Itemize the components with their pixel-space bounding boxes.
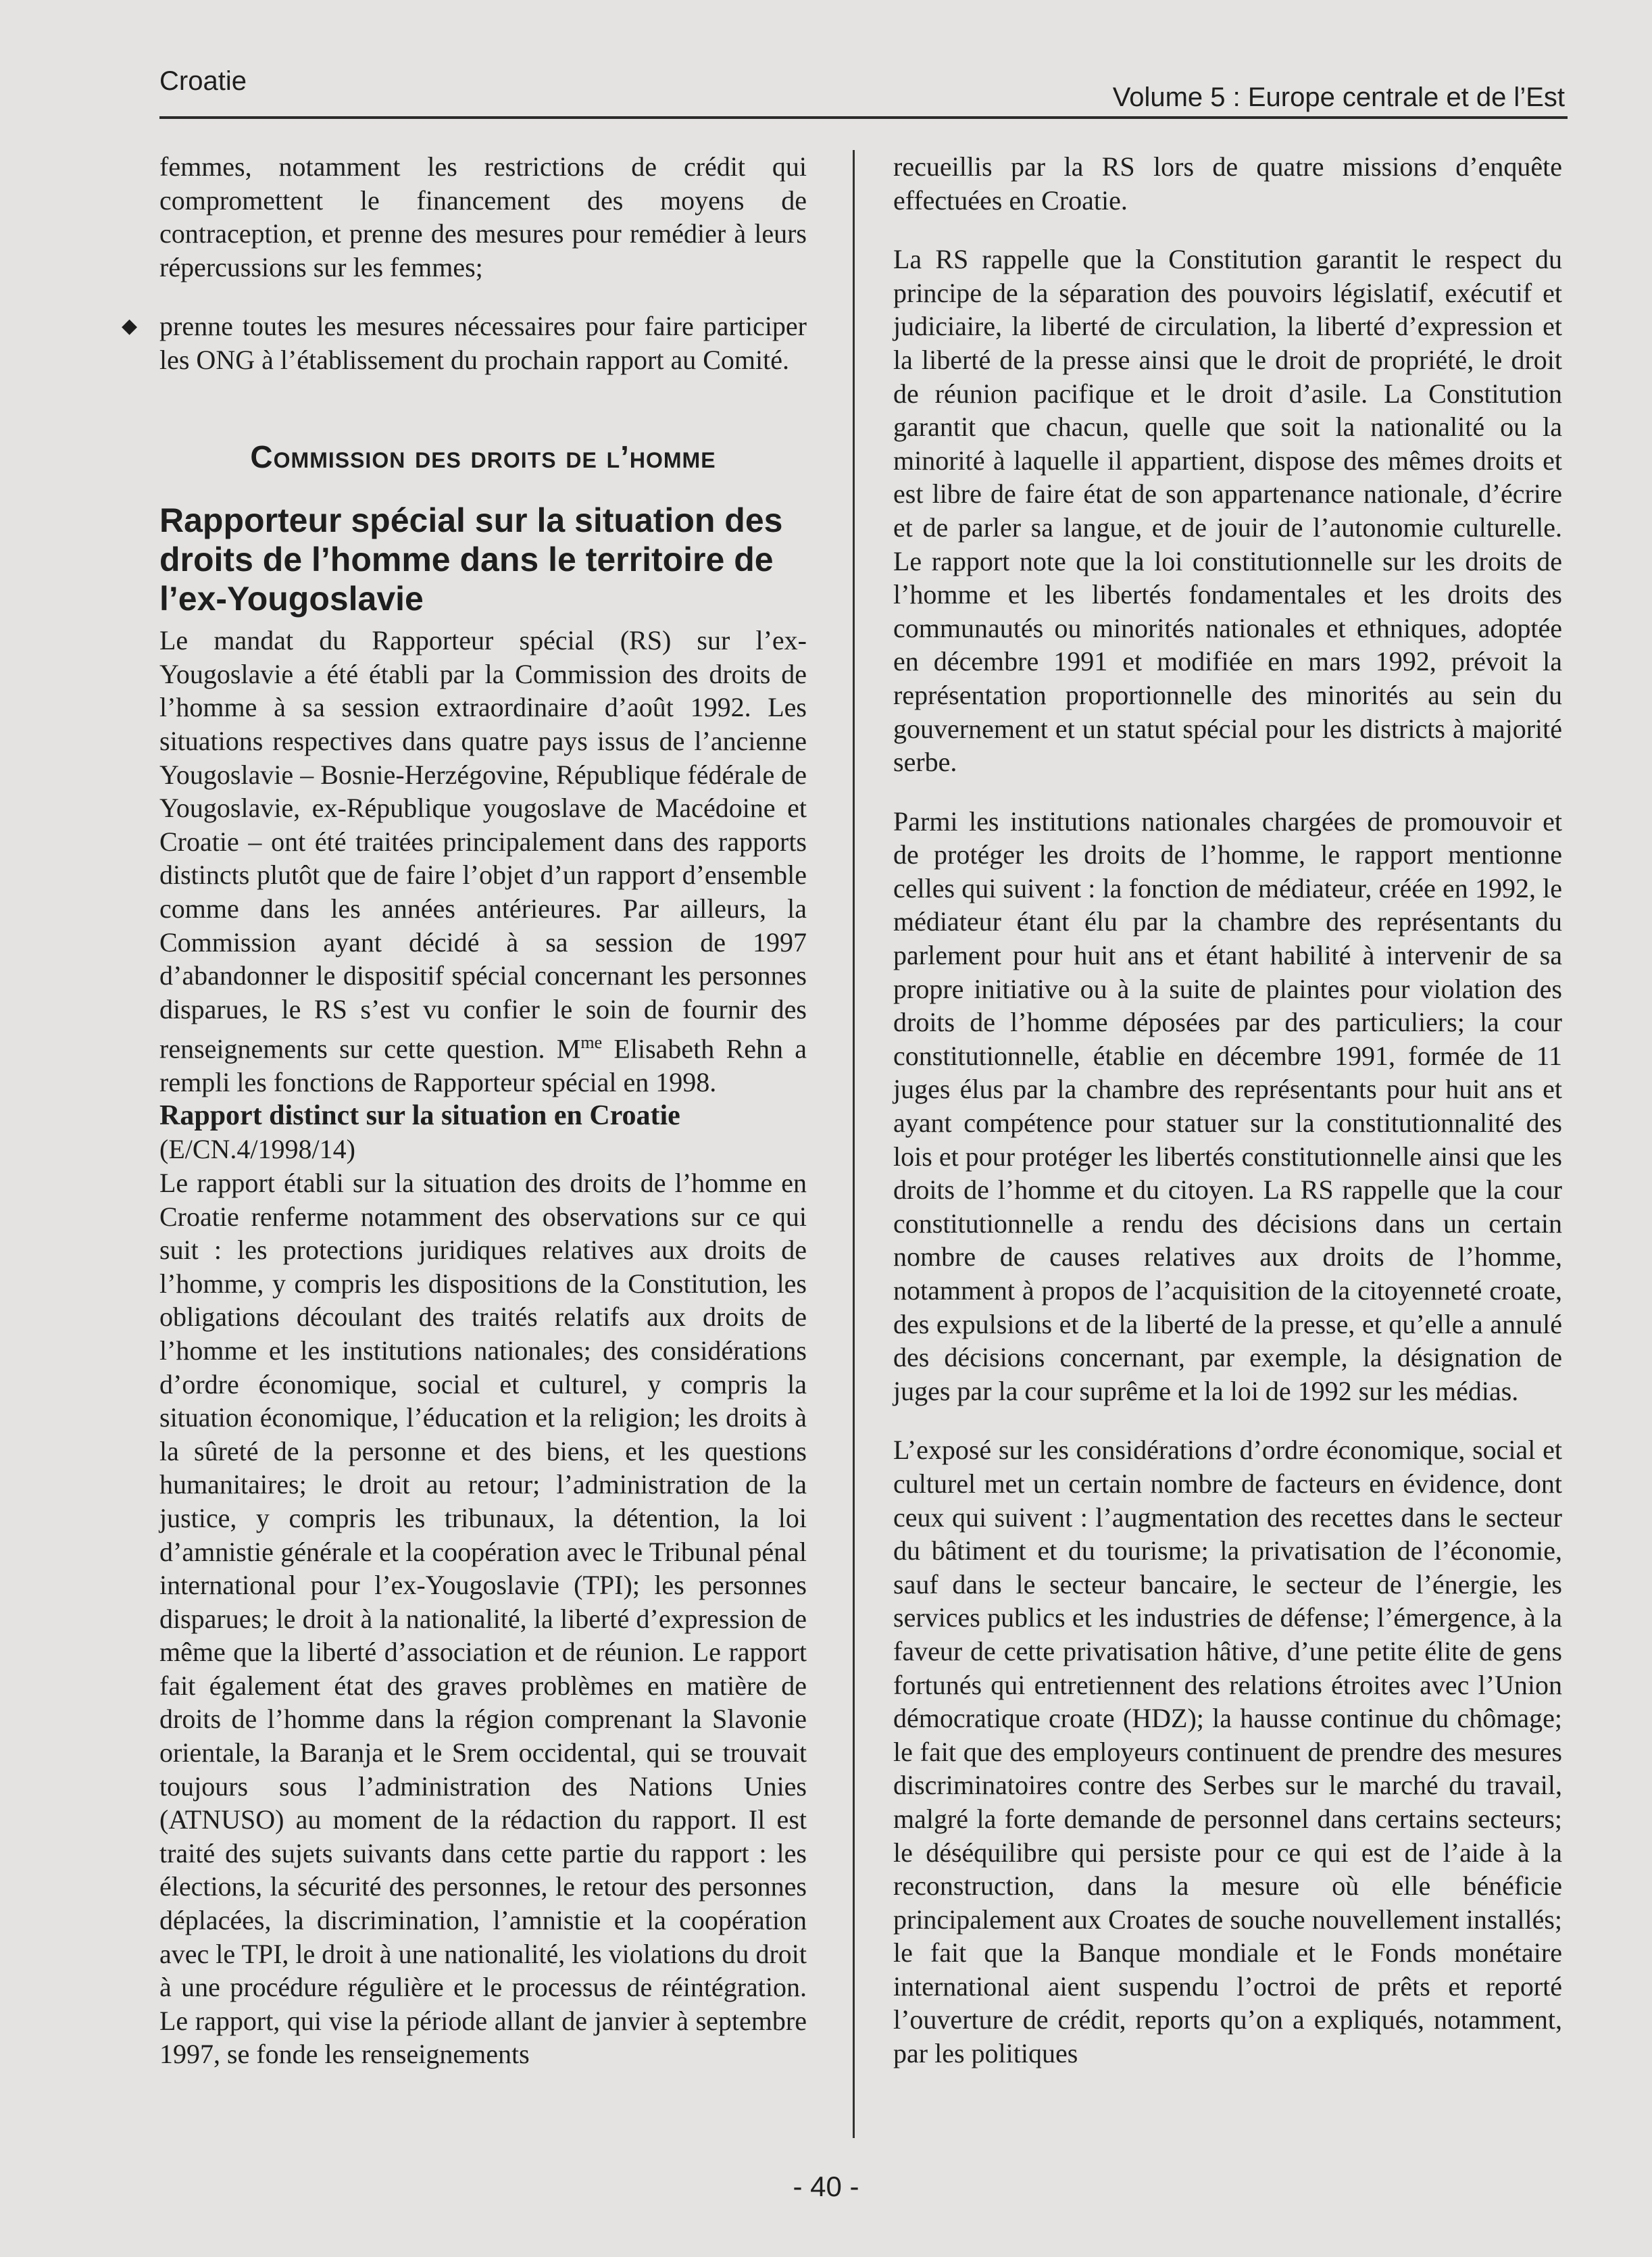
header-volume: Volume 5 : Europe centrale et de l’Est bbox=[1112, 82, 1565, 112]
right-paragraph-4: L’exposé sur les considérations d’ordre économique, social et culturel met un certain nombre de facteurs en évidence, dont ceux qui suivent : l’augmentation des recettes dans le secteur du bâtiment et du tourisme; la privatisation de l’économie, sauf dans le secteur bancaire, le secteur de l’énergie, les services publics et les industries de défense; l’émergence, à la faveur de cette privatisation hâtive, d’une petite élite de gens fortunés qui entretiennent des relations étroites avec l’Union démocratique croate (HDZ); la hausse continue du chômage; le fait que des employeurs continuent de prendre des mesures discriminatoires contre des Serbes sur le marché du travail, malgré la forte demande de personnel dans certains secteurs; le déséquilibre qui persiste pour ce qui est de l’aide à la reconstruction, dans la mesure où elle bénéficie principalement aux Croates de souche nouvellement installés; le fait que la Banque mondiale et le Fonds monétaire international aient suspendu l’octroi de prêts et reporté l’ouverture de crédit, reports qu’on a expliqués, notamment, par les politiques bbox=[893, 1435, 1562, 2069]
spacer bbox=[159, 284, 807, 309]
column-divider bbox=[853, 150, 855, 2138]
right-paragraph-3: Parmi les institutions nationales chargées de promouvoir et de protéger les droits de l’homme, le rapport mentionne celles qui suivent : la fonction de médiateur, créée en 1992, le médiateur étant élu par la chambre des représentants du parlement pour huit ans et étant habilité à intervenir de sa propre initiative ou à la suite de plaintes pour violation des droits de l’homme déposées par des particuliers; la cour constitutionnelle, établie en décembre 1991, formée de 11 juges élus par la chambre des représentants pour huit ans et ayant compétence pour statuer sur la constitutionnalité des lois et pour protéger les libertés constitutionnelle ainsi que les droits de l’homme et du citoyen. La RS rappelle que la cour constitutionnelle a rendu des décisions dans un certain nombre de causes relatives aux droits de l’homme, notamment à propos de l’acquisition de la citoyenneté croate, des expulsions et de la liberté de la presse, et qu’elle a annulé des décisions concernant, par exemple, la désignation de juges par la cour suprême et la loi de 1992 sur les médias. bbox=[893, 805, 1562, 1406]
report-reference: (E/CN.4/1998/14) bbox=[159, 1134, 355, 1165]
running-header bbox=[159, 62, 1568, 119]
right-column bbox=[893, 150, 1562, 2070]
list-continuation: femmes, notamment les restrictions de crédit qui compromettent le financement des moyens de contraception, et prenne des mesures pour remédier à leurs répercussions sur les femmes; bbox=[159, 151, 807, 282]
diamond-bullet-icon: ◆ bbox=[122, 315, 138, 338]
spacer bbox=[893, 779, 1562, 805]
header-country: Croatie bbox=[159, 66, 247, 96]
mandate-paragraph bbox=[159, 624, 807, 1099]
report-paragraph: Le rapport établi sur la situation des droits de l’homme en Croatie renferme notamment des observations sur ce qui suit : les protections juridiques relatives aux droits de l’homme, y compris les dispositions de la Constitution, les obligations découlant des traités relatifs aux droits de l’homme et les institutions nationales; des considérations d’ordre économique, social et culturel, y compris la situation économique, l’éducation et la religion; les droits à la sûreté de la personne et des biens, et les questions humanitaires; le droit au retour; l’administration de la justice, y compris les tribunaux, la détention, la loi d’amnistie générale et la coopération avec le Tribunal pénal international pour l’ex-Yougoslavie (TPI); les personnes disparues; le droit à la nationalité, la liberté d’expression de même que la liberté d’association et de réunion. Le rapport fait également état des graves problèmes en matière de droits de l’homme dans la région comprenant la Slavonie orientale, la Baranja et le Srem occidental, qui se trouvait toujours sous l’administration des Nations Unies (ATNUSO) au moment de la rédaction du rapport. Il est traité des sujets suivants dans cette partie du rapport : les élections, la sécurité des personnes, le retour des personnes déplacées, la discrimination, l’amnistie et la coopération avec le TPI, le droit à une nationalité, les violations du droit à une procédure régulière et le processus de réintégration. Le rapport, qui vise la période allant de janvier à septembre 1997, se fonde les renseignements bbox=[159, 1167, 807, 2070]
bullet-item bbox=[122, 309, 807, 376]
spacer bbox=[893, 217, 1562, 243]
report-heading: Rapport distinct sur la situation en Croatie bbox=[159, 1099, 680, 1131]
section-heading-text: Commission des droits de l’homme bbox=[250, 439, 716, 474]
section-heading bbox=[159, 441, 807, 474]
right-paragraph-2: La RS rappelle que la Constitution garantit le respect du principe de la séparation des pouvoirs législatif, exécutif et judiciaire, la liberté de circulation, la liberté d’expression et la liberté de la presse ainsi que le droit de propriété, le droit de réunion pacifique et le droit d’asile. La Constitution garantit que chacun, quelle que soit la nationalité ou la minorité à laquelle il appartient, dispose des mêmes droits et est libre de faire état de son appartenance nationale, d’écrire et de parler sa langue, et de jouir de l’autonomie culturelle. Le rapport note que la loi constitutionnelle sur les droits de l’homme et les libertés fondamentales et les droits des communautés ou minorités nationales et ethniques, adoptée en décembre 1991 et modifiée en mars 1992, prévoit la représentation proportionnelle des minorités au sein du gouvernement et un statut spécial pour les districts à majorité serbe. bbox=[893, 244, 1562, 778]
bullet-text: prenne toutes les mesures nécessaires pour faire participer les ONG à l’établissement du prochain rapport au Comité. bbox=[159, 311, 807, 375]
mandate-superscript: me bbox=[580, 1033, 603, 1053]
left-column bbox=[122, 150, 807, 2071]
mandate-text: Le mandat du Rapporteur spécial (RS) sur l’ex-Yougoslavie a été établi par la Commission des droits de l’homme à sa session extraordinaire d’août 1992. Les situations respectives dans quatre pays issus de l’ancienne Yougoslavie – Bosnie-Herzégovine, République fédérale de Yougoslavie, ex-République yougoslave de Macédoine et Croatie – ont été traitées principalement dans des rapports distincts plutôt que de faire l’objet d’un rapport d’ensemble comme dans les années antérieures. Par ailleurs, la Commission ayant décidé à sa session de 1997 d’abandonner le dispositif spécial concernant les personnes disparues, le RS s’est vu confier le soin de fournir des renseignements sur cette question. M bbox=[159, 625, 807, 1064]
page-number: - 40 - bbox=[793, 2171, 859, 2202]
mandate-text-end: Elisabeth Rehn a rempli les fonctions de Rapporteur spécial en 1998. bbox=[159, 1033, 807, 1098]
spacer bbox=[893, 1408, 1562, 1433]
subheading: Rapporteur spécial sur la situation des droits de l’homme dans le territoire de l’ex-Yougoslavie bbox=[159, 501, 783, 618]
right-paragraph-1: recueillis par la RS lors de quatre missions d’enquête effectuées en Croatie. bbox=[893, 151, 1562, 216]
